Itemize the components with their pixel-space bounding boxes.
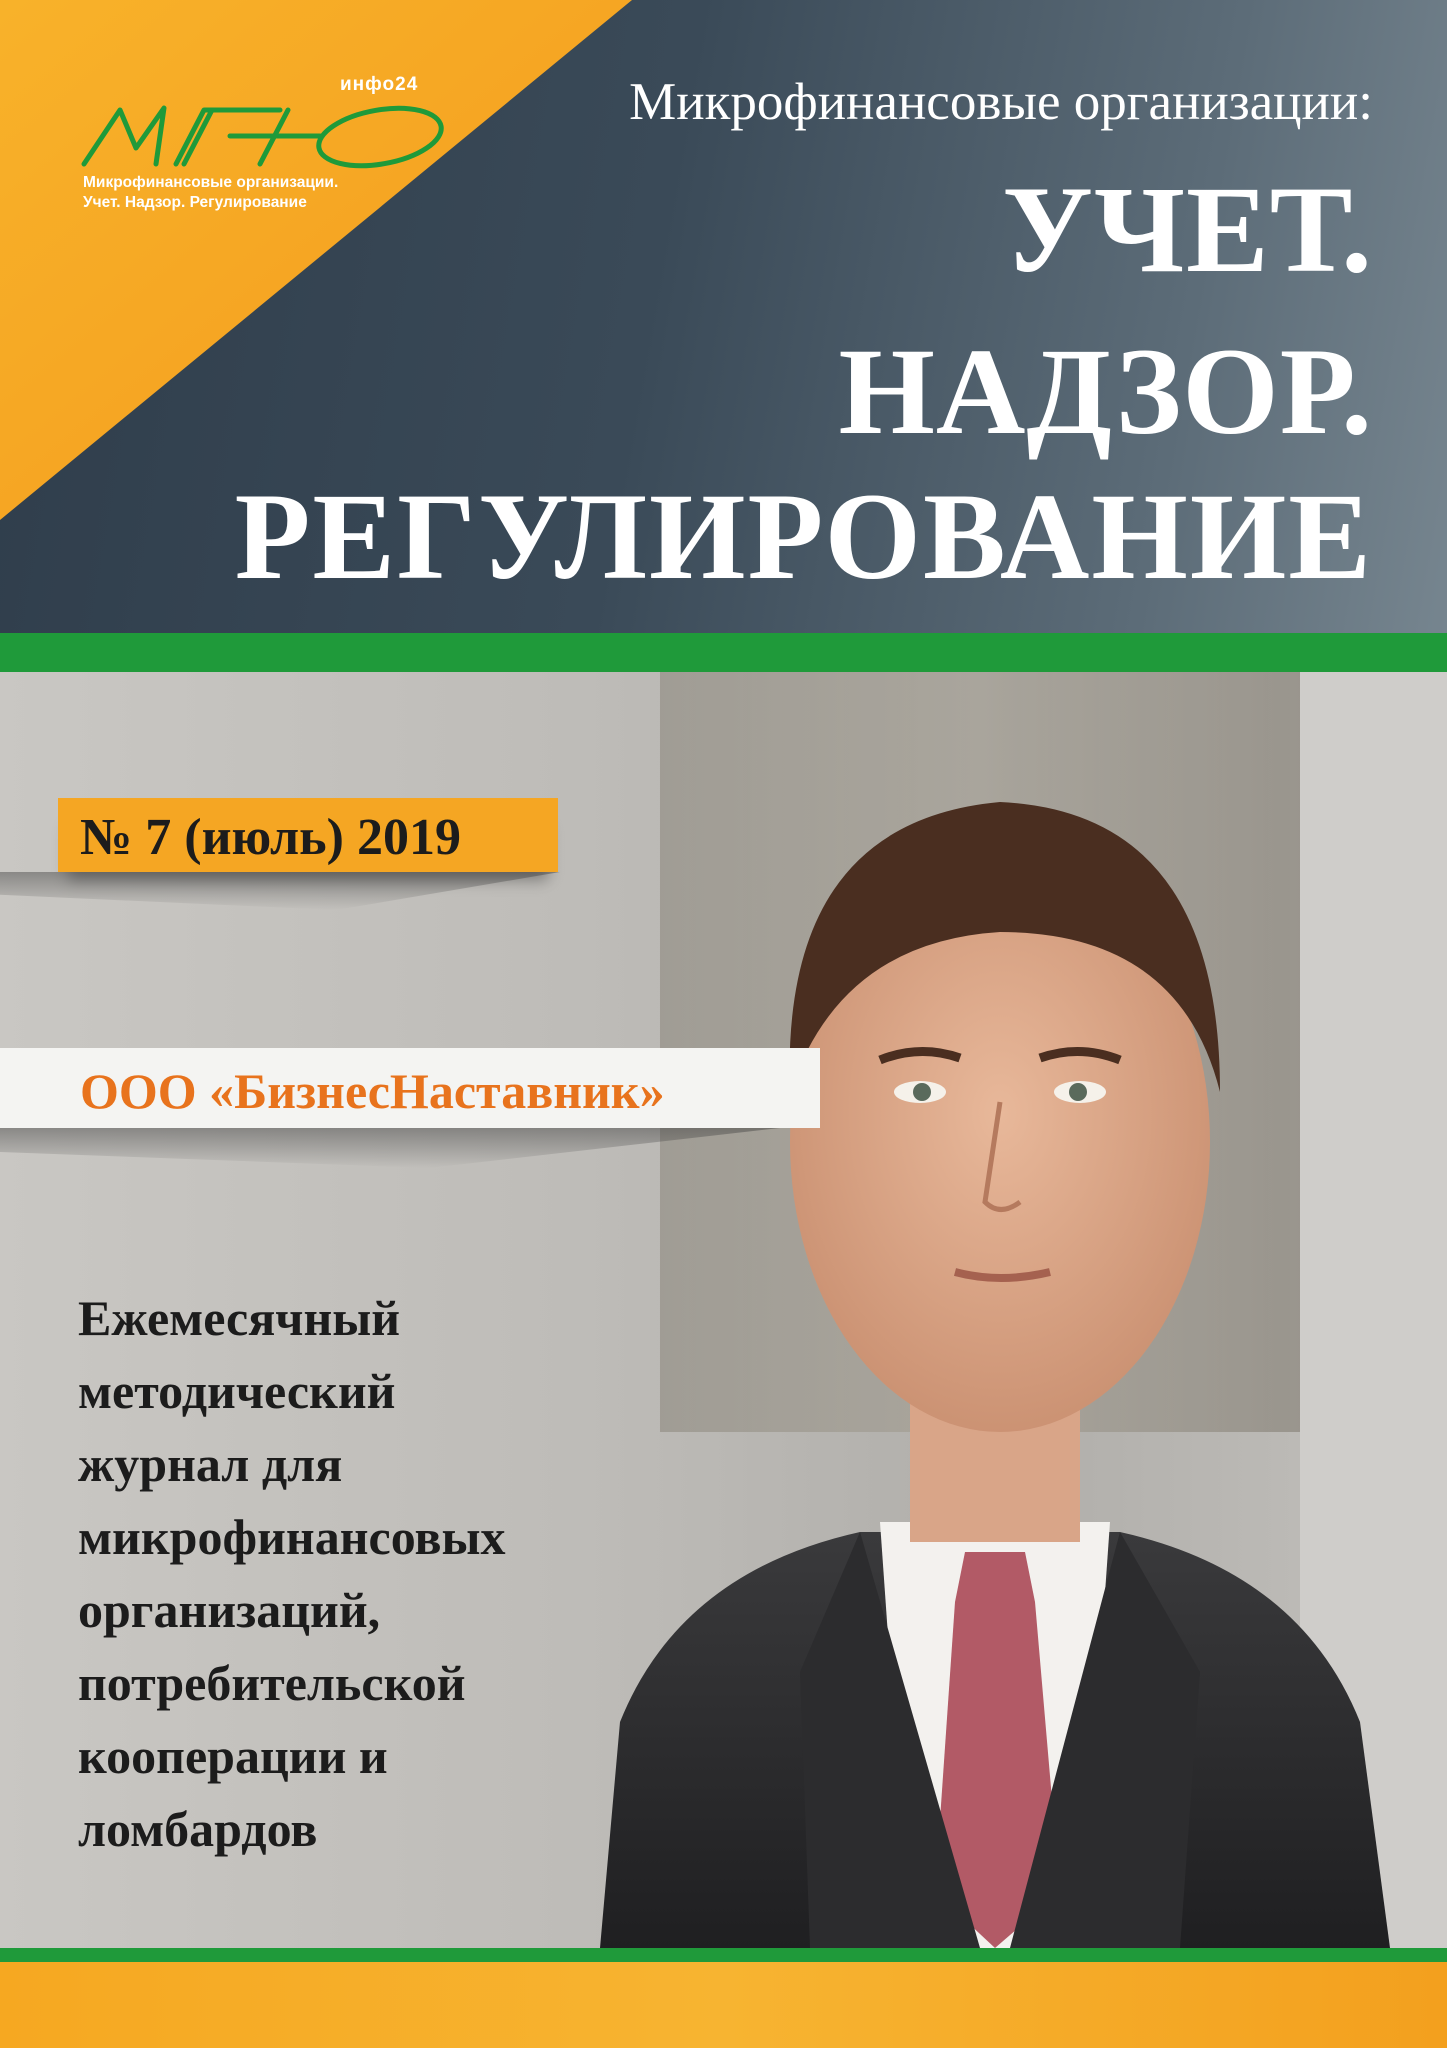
cover-title-line1: УЧЕТ. xyxy=(1001,161,1373,298)
description-line: организаций, xyxy=(78,1582,381,1638)
green-divider-bottom xyxy=(0,1948,1447,1962)
description-line: микрофинансовых xyxy=(78,1509,506,1565)
logo-tagline-line2: Учет. Надзор. Регулирование xyxy=(83,194,307,211)
cover-header xyxy=(0,0,1447,633)
issue-banner-shadow xyxy=(0,872,560,910)
company-name: ООО «БизнесНаставник» xyxy=(80,1063,665,1119)
description-line: методический xyxy=(78,1363,396,1419)
cover-title-line2: НАДЗОР. xyxy=(838,323,1373,460)
journal-description xyxy=(78,1282,638,1866)
logo-tagline-line1: Микрофинансовые организации. xyxy=(83,174,339,191)
cover-subtitle: Микрофинансовые организации: xyxy=(629,73,1373,131)
portrait-photo xyxy=(560,672,1447,1948)
company-banner xyxy=(0,1048,820,1128)
logo-info-label: инфо24 xyxy=(340,74,419,95)
cover-title-line3: РЕГУЛИРОВАНИЕ xyxy=(234,468,1373,605)
description-line: журнал для xyxy=(78,1436,343,1492)
issue-banner xyxy=(58,798,558,872)
logo xyxy=(80,74,460,224)
description-line: потребительской xyxy=(78,1655,466,1711)
orange-footer-band xyxy=(0,1962,1447,2048)
issue-number: № 7 (июль) 2019 xyxy=(80,809,461,866)
photo-area xyxy=(0,672,1447,1948)
green-divider-top xyxy=(0,633,1447,672)
description-line: кооперации и xyxy=(78,1728,388,1784)
description-line: ломбардов xyxy=(78,1801,318,1857)
description-line: Ежемесячный xyxy=(78,1290,401,1346)
logo-mfo-mark xyxy=(80,100,450,170)
